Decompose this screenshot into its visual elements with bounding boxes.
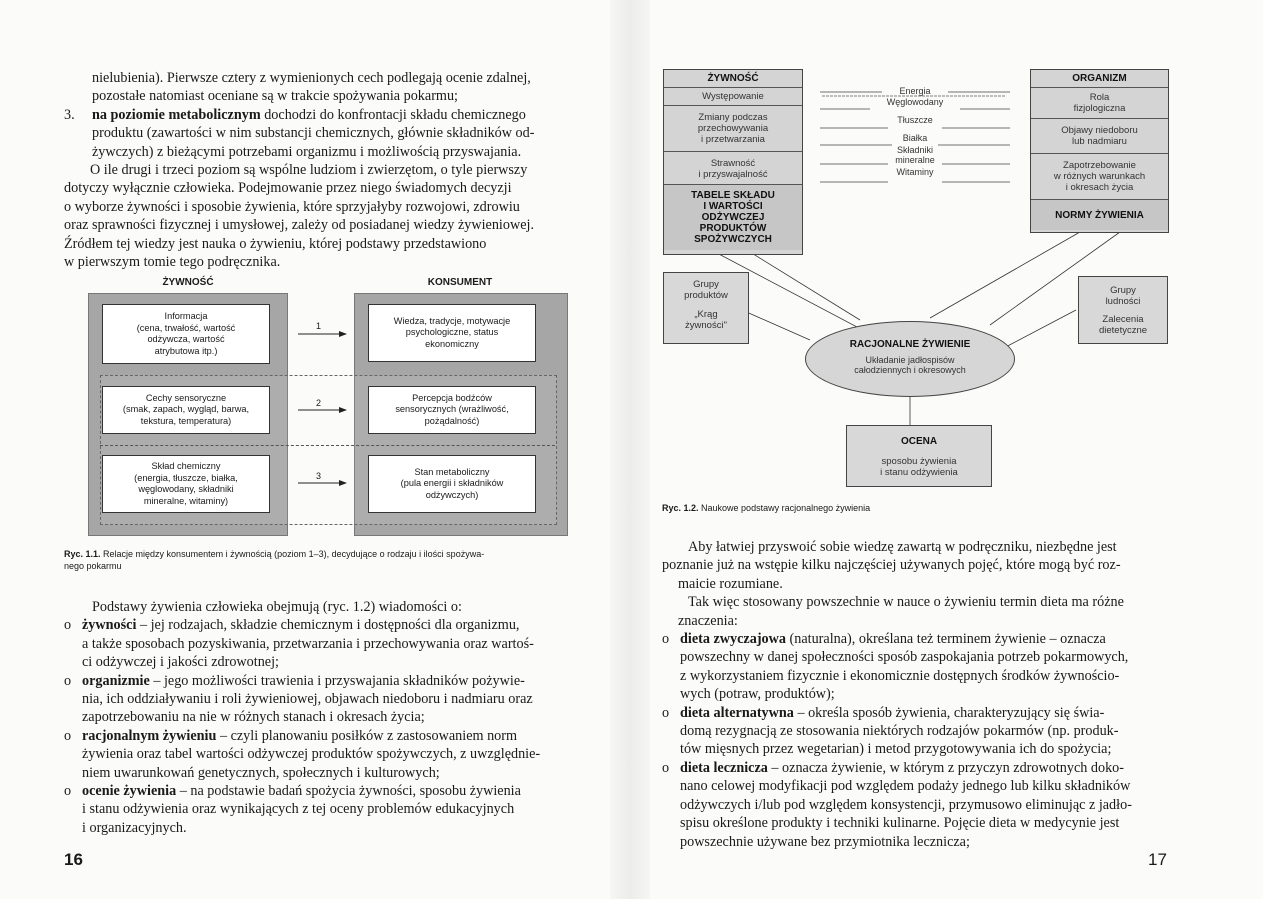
line: – jego możliwości trawienia i przyswajania składników pożywie- xyxy=(149,672,525,689)
bullet-glyph: o xyxy=(64,727,72,744)
fig1-right-header: KONSUMENT xyxy=(427,277,493,288)
list-item xyxy=(662,704,1170,759)
line: domą rezygnacją ze stosowania niektórych rodzajów pokarmów (np. produk- xyxy=(680,723,1119,740)
line: ci odżywczej i jakości zdrowotnej; xyxy=(82,654,279,671)
bullet-glyph: o xyxy=(64,783,72,800)
organizm-cell: Rola fizjologiczna xyxy=(1031,87,1168,118)
intro: Podstawy żywienia człowieka obejmują (ryc. 1.2) wiadomości o: xyxy=(92,599,462,615)
term-bold: ocenie żywienia xyxy=(82,783,177,800)
organizm-cell: Zapotrzebowanie w różnych warunkach i okresach życia xyxy=(1031,153,1168,199)
term-bold: racjonalnym żywieniu xyxy=(82,727,217,744)
line: zapotrzebowaniu na nie w różnych stanach i okresach życia; xyxy=(82,709,425,726)
fig2-organizm-column xyxy=(1030,69,1169,233)
fig2-middle-rules xyxy=(820,86,1010,196)
line: żywienia oraz tabel wartości odżywczej produktów spożywczych, z uwzględnie- xyxy=(82,746,541,763)
connector xyxy=(750,252,860,320)
item3-line: dochodzi do konfrontacji składu chemicznego xyxy=(260,106,526,123)
line: – oznacza żywienie, w którym z przyczyn zdrowotnych doko- xyxy=(767,759,1124,776)
connector xyxy=(930,232,1080,318)
page-number-right: 17 xyxy=(1148,850,1167,869)
caption-line: Relacje między konsumentem i żywnością (poziom 1–3), decydujące o rodzaju i ilości spożywa- xyxy=(100,549,485,559)
fig1-box-sklad: Skład chemiczny (energia, tłuszcze, białka, węglowodany, składniki mineralne, witaminy) xyxy=(102,455,270,513)
organizm-header: ORGANIZM xyxy=(1072,73,1127,84)
organizm-cell: Objawy niedoboru lub nadmiaru xyxy=(1031,118,1168,153)
line: a także sposobach pozyskiwania, przetwarzania i przechowywania oraz wartoś- xyxy=(82,635,534,652)
zywnosc-cell: Strawność i przyswajalność xyxy=(664,151,802,184)
para2-line: znaczenia: xyxy=(678,612,738,629)
para2-line: dotyczy wyłącznie człowieka. Podejmowanie przez niego świadomych decyzji xyxy=(64,180,512,197)
zywnosc-cell: Występowanie xyxy=(664,87,802,105)
list-number: 3. xyxy=(64,106,75,123)
fig2-grupy-right xyxy=(1078,276,1168,344)
fig1-box-stan: Stan metaboliczny (pula energii i składników odżywczych) xyxy=(368,455,536,513)
line: tów mięsnych przez wegetarian) i metod przygotowywania ich do spożycia; xyxy=(680,741,1112,758)
term-bold: dieta lecznicza xyxy=(680,759,768,776)
fig1-left-header: ŻYWNOŚĆ xyxy=(162,277,214,288)
grupy-right-item: Grupy ludności xyxy=(1105,285,1141,307)
normy-box: NORMY ŻYWIENIA xyxy=(1031,199,1168,230)
list-item xyxy=(64,782,579,837)
left-text-top xyxy=(64,69,575,271)
left-text-bottom xyxy=(64,598,579,837)
para2-line: o wyborze żywności i sposobie żywienia, które sprzyjałyby rozwojowi, zdrowiu xyxy=(64,198,520,215)
line: i organizacyjnych. xyxy=(82,819,187,836)
grupy-left-item: „Krąg żywności" xyxy=(685,309,727,331)
bullet-glyph: o xyxy=(662,631,670,648)
bullet-glyph: o xyxy=(64,617,72,634)
para1-line: pozostałe natomiast oceniane są w trakcie spożywania pokarmu; xyxy=(92,88,458,105)
line: – czyli planowaniu posiłków z zastosowaniem norm xyxy=(216,727,518,744)
grupy-left-item: Grupy produktów xyxy=(684,279,728,301)
zywnosc-header: ŻYWNOŚĆ xyxy=(707,73,759,84)
term-bold: żywności xyxy=(82,617,137,634)
page-spine xyxy=(610,0,650,899)
fig2-grupy-left xyxy=(663,272,749,344)
middle-item: Energia xyxy=(899,86,931,96)
fig1-box-cechy: Cechy sensoryczne (smak, zapach, wygląd, barwa, tekstura, temperatura) xyxy=(102,386,270,434)
right-text xyxy=(662,538,1170,851)
line: z wykorzystaniem fizycznie i ekonomicznie dostępnych środków żywnościo- xyxy=(680,667,1120,684)
list-item xyxy=(64,616,579,671)
ellipse-title: RACJONALNE ŻYWIENIE xyxy=(849,339,971,350)
para2-line: oraz sprawności fizycznej i umysłowej, zależy od posiadanej wiedzy żywieniowej. xyxy=(64,217,534,234)
caption-line: nego pokarmu xyxy=(64,561,122,571)
term-bold: na poziomie metabolicznym xyxy=(92,106,261,123)
line: powszechny w danej społeczności sposób zaspokajania potrzeb pokarmowych, xyxy=(680,649,1129,666)
fig1-box-informacja: Informacja (cena, trwałość, wartość odżywcza, wartość atrybutowa itp.) xyxy=(102,304,270,364)
caption-label: Ryc. 1.1. xyxy=(64,549,101,559)
line: nia, ich oddziaływaniu i roli żywieniowej, objawach niedoboru i nadmiaru oraz xyxy=(82,691,533,708)
para2-line: Tak więc stosowany powszechnie w nauce o żywieniu termin dieta ma różne xyxy=(688,594,1124,611)
line: i stanu odżywienia oraz wynikających z tej oceny problemów edukacyjnych xyxy=(82,801,515,818)
line: odżywczych i/lub pod względem konsystencji, przymusowo eliminując z jadło- xyxy=(680,796,1132,813)
fig1-caption xyxy=(64,548,584,572)
term-bold: dieta alternatywna xyxy=(680,704,794,721)
zywnosc-cell: Zmiany podczas przechowywania i przetwarzania xyxy=(664,105,802,151)
para1-line: nielubienia). Pierwsze cztery z wymienionych cech podlegają ocenie zdalnej, xyxy=(92,70,531,86)
arrow-label-2: 2 xyxy=(316,398,322,408)
grupy-right-item: Zalecenia dietetyczne xyxy=(1098,314,1148,336)
line: – jej rodzajach, składzie chemicznym i dostępności dla organizmu, xyxy=(136,617,520,634)
middle-item: Węglowodany xyxy=(886,97,944,107)
middle-item: Witaminy xyxy=(896,167,934,177)
bullet-glyph: o xyxy=(64,672,72,689)
list-item xyxy=(662,759,1170,851)
fig2-ocena-box xyxy=(846,425,992,487)
caption-text: Naukowe podstawy racjonalnego żywienia xyxy=(698,503,871,513)
fig1-box-wiedza: Wiedza, tradycje, motywacje psychologiczne, status ekonomiczny xyxy=(368,304,536,362)
para1-line: poznanie już na wstępie kilku najczęściej używanych pojęć, które mogą być roz- xyxy=(662,557,1121,574)
page-number-left: 16 xyxy=(64,850,83,869)
line: spisu określone produkty i techniki kulinarne. Pojęcie dieta w medycynie jest xyxy=(680,815,1120,832)
ocena-title: OCENA xyxy=(900,436,938,447)
connector xyxy=(742,310,810,340)
line: niem uwarunkowań genetycznych, społecznych i kulturowych; xyxy=(82,764,440,781)
line: powszechnie używane bez przymiotnika lecznicza; xyxy=(680,833,970,850)
arrow-label-1: 1 xyxy=(316,321,322,331)
ellipse-sub: Układanie jadłospisów całodziennych i okresowych xyxy=(854,355,966,375)
para2-line: w pierwszym tomie tego podręcznika. xyxy=(64,254,281,271)
line: nano celowej modyfikacji pod względem podaży jednego lub kilku składników xyxy=(680,778,1131,795)
fig2-caption xyxy=(662,502,1162,514)
middle-item: Składniki mineralne xyxy=(895,145,935,165)
list-item xyxy=(64,727,579,782)
bullet-glyph: o xyxy=(662,759,670,776)
line: – na podstawie badań spożycia żywności, sposobu żywienia xyxy=(176,783,521,800)
item3-line: produktu (zawartości w nim substancji chemicznych, głównie składników od- xyxy=(92,125,535,142)
line: (naturalna), określana też terminem żywienie – oznacza xyxy=(785,631,1106,648)
fig2-ellipse-racjonalne xyxy=(805,321,1015,397)
para2-line: O ile drugi i trzeci poziom są wspólne ludziom i zwierzętom, o tyle pierwszy xyxy=(90,162,528,179)
term-bold: organizmie xyxy=(82,672,150,689)
arrow-label-3: 3 xyxy=(316,471,322,481)
fig1-box-percepcja: Percepcja bodźców sensorycznych (wrażliwość, pożądalność) xyxy=(368,386,536,434)
list-item xyxy=(662,630,1170,704)
tabele-box: TABELE SKŁADU I WARTOŚCI ODŻYWCZEJ PRODUKTÓW SPOŻYWCZYCH xyxy=(664,184,802,250)
item3-line: żywczych) z bieżącymi potrzebami organizmu i możliwością przyswajania. xyxy=(92,143,522,160)
middle-item: Białka xyxy=(902,133,928,143)
middle-item: Tłuszcze xyxy=(897,115,933,125)
para1-line: Aby łatwiej przyswoić sobie wiedzę zawartą w podręczniku, niezbędne jest xyxy=(688,539,1117,555)
line: wych (potraw, produktów); xyxy=(680,686,835,703)
caption-label: Ryc. 1.2. xyxy=(662,503,699,513)
fig2-zywnosc-column xyxy=(663,69,803,255)
para2-line: Źródłem tej wiedzy jest nauka o żywieniu, której podstawy przedstawiono xyxy=(64,235,487,252)
term-bold: dieta zwyczajowa xyxy=(680,631,786,648)
list-item xyxy=(64,672,579,727)
line: – określa sposób żywienia, charakteryzujący się świa- xyxy=(793,704,1105,721)
para1-line: maicie rozumiane. xyxy=(678,575,783,592)
ocena-sub: sposobu żywienia i stanu odżywienia xyxy=(880,456,958,478)
bullet-glyph: o xyxy=(662,704,670,721)
list-item-3 xyxy=(64,106,575,161)
